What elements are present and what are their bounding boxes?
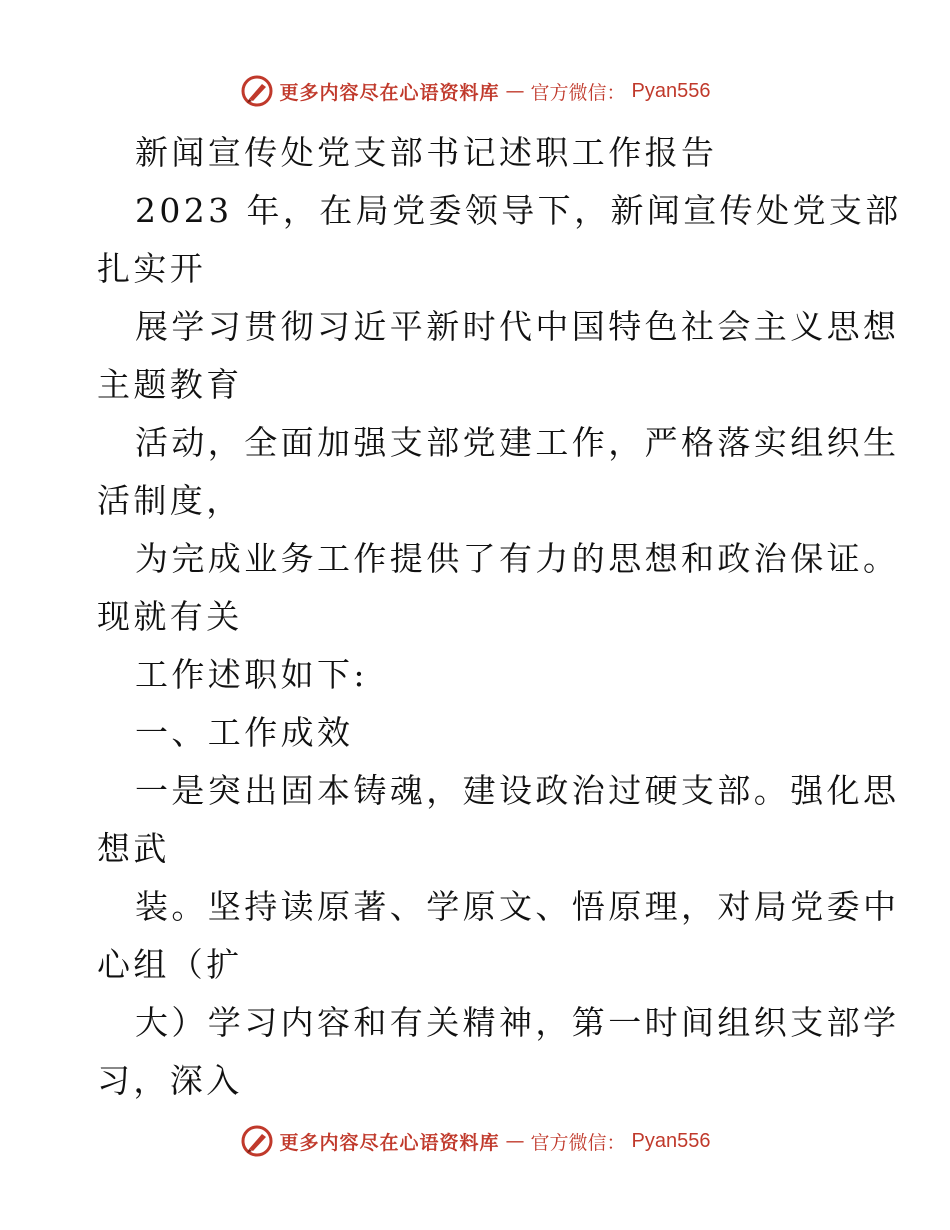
paragraph-line: 装。坚持读原著、学原文、悟原理，对局党委中 <box>135 887 900 926</box>
paragraph-line: 工作述职如下: <box>135 655 368 694</box>
banner-text: 更多内容尽在心语资料库 <box>279 1131 500 1154</box>
paragraph-line: 一是突出固本铸魂，建设政治过硬支部。强化思 <box>135 771 900 810</box>
banner-dash: — <box>505 1130 525 1152</box>
paragraph-line: 主题教育 <box>97 365 243 404</box>
paragraph-line: 现就有关 <box>97 597 243 636</box>
banner-wechat-label: 官方微信： <box>530 1131 626 1154</box>
header-watermark-banner <box>0 71 950 111</box>
section-heading: 一、工作成效 <box>135 713 354 752</box>
paragraph-line: 2023 年，在局党委领导下，新闻宣传处党支部 <box>135 191 902 230</box>
banner-wechat-label: 官方微信： <box>530 81 626 104</box>
pen-logo-icon <box>240 74 274 108</box>
paragraph-line: 心组（扩 <box>97 945 243 984</box>
document-title: 新闻宣传处党支部书记述职工作报告 <box>135 133 718 172</box>
banner-wechat-id: Pyan556 <box>631 79 711 102</box>
pen-logo-icon <box>240 1124 274 1158</box>
paragraph-line: 活动，全面加强支部党建工作，严格落实组织生 <box>135 423 900 462</box>
banner-text: 更多内容尽在心语资料库 <box>279 81 500 104</box>
paragraph-line: 习，深入 <box>97 1061 243 1100</box>
banner-wechat-id: Pyan556 <box>631 1129 711 1152</box>
footer-watermark-banner <box>0 1121 950 1161</box>
banner-dash: — <box>505 80 525 102</box>
paragraph-line: 扎实开 <box>97 249 207 288</box>
paragraph-line: 为完成业务工作提供了有力的思想和政治保证。 <box>135 539 900 578</box>
paragraph-line: 想武 <box>97 829 170 868</box>
paragraph-line: 大）学习内容和有关精神，第一时间组织支部学 <box>135 1003 900 1042</box>
paragraph-line: 展学习贯彻习近平新时代中国特色社会主义思想 <box>135 307 900 346</box>
paragraph-line: 活制度， <box>97 481 243 520</box>
